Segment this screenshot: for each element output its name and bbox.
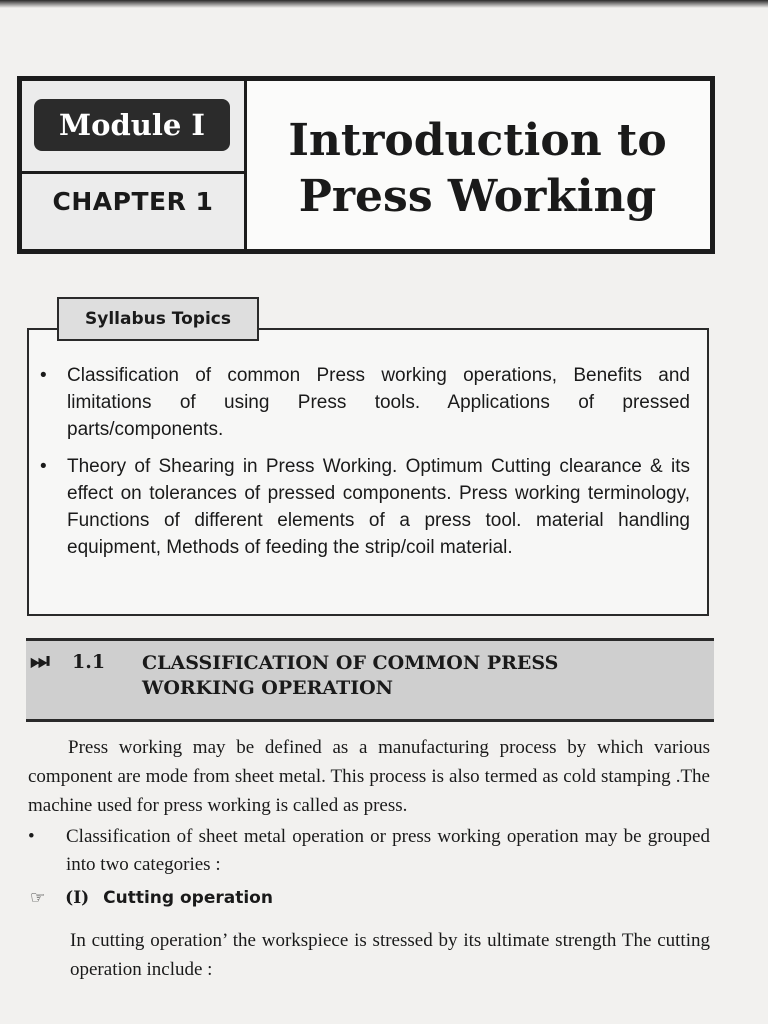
chapter-title [250,113,705,225]
syllabus-item-text: Classification of common Press working operations, Benefits and limitations of using Press tools. Applications of pressed parts/components. [67,365,690,440]
pointing-hand-icon: ☞ [30,888,46,908]
section-heading-bar [26,638,714,722]
section-title-line2: WORKING OPERATION [142,677,394,699]
syllabus-list [40,362,690,571]
classification-bullet [28,823,710,879]
header-divider [22,171,244,174]
section-number: 1.1 [72,651,106,673]
syllabus-tab: Syllabus Topics [57,297,259,341]
chapter-title-line1: Introduction to [288,115,667,166]
subheading-number: (I) [65,888,90,908]
subheading-text: Cutting operation [103,888,273,908]
syllabus-item [40,453,690,561]
bullet-dot: • [40,365,47,386]
bullet-dot: • [28,826,35,847]
bullet-dot: • [40,456,47,477]
chapter-label: CHAPTER 1 [52,187,214,216]
header-left-column [22,81,247,249]
chapter-title-line2: Press Working [298,171,657,222]
syllabus-item-text: Theory of Shearing in Press Working. Optimum Cutting clearance & its effect on tolerances of pressed components. Press working terminology, Functions of different elements of a press tool. material handling equipment, Methods of feeding the strip/coil material. [67,456,690,558]
page-edge-shadow [0,0,768,8]
subheading-cutting-operation [30,888,630,908]
section-title-line1: CLASSIFICATION OF COMMON PRESS [142,652,559,674]
cutting-paragraph: In cutting operation’ the workspiece is stressed by its ultimate strength The cutting operation include : [70,930,710,980]
classification-bullet-text: Classification of sheet metal operation or press working operation may be grouped into two categories : [66,826,710,875]
chapter-header [17,76,715,254]
intro-paragraph: Press working may be defined as a manufacturing process by which various component are mode from sheet metal. This process is also termed as cold stamping .The machine used for press working is called as press. [28,737,710,816]
module-badge: Module I [34,99,230,151]
fast-forward-icon: ⏭ [30,649,50,674]
syllabus-item [40,362,690,443]
section-title [142,651,602,701]
